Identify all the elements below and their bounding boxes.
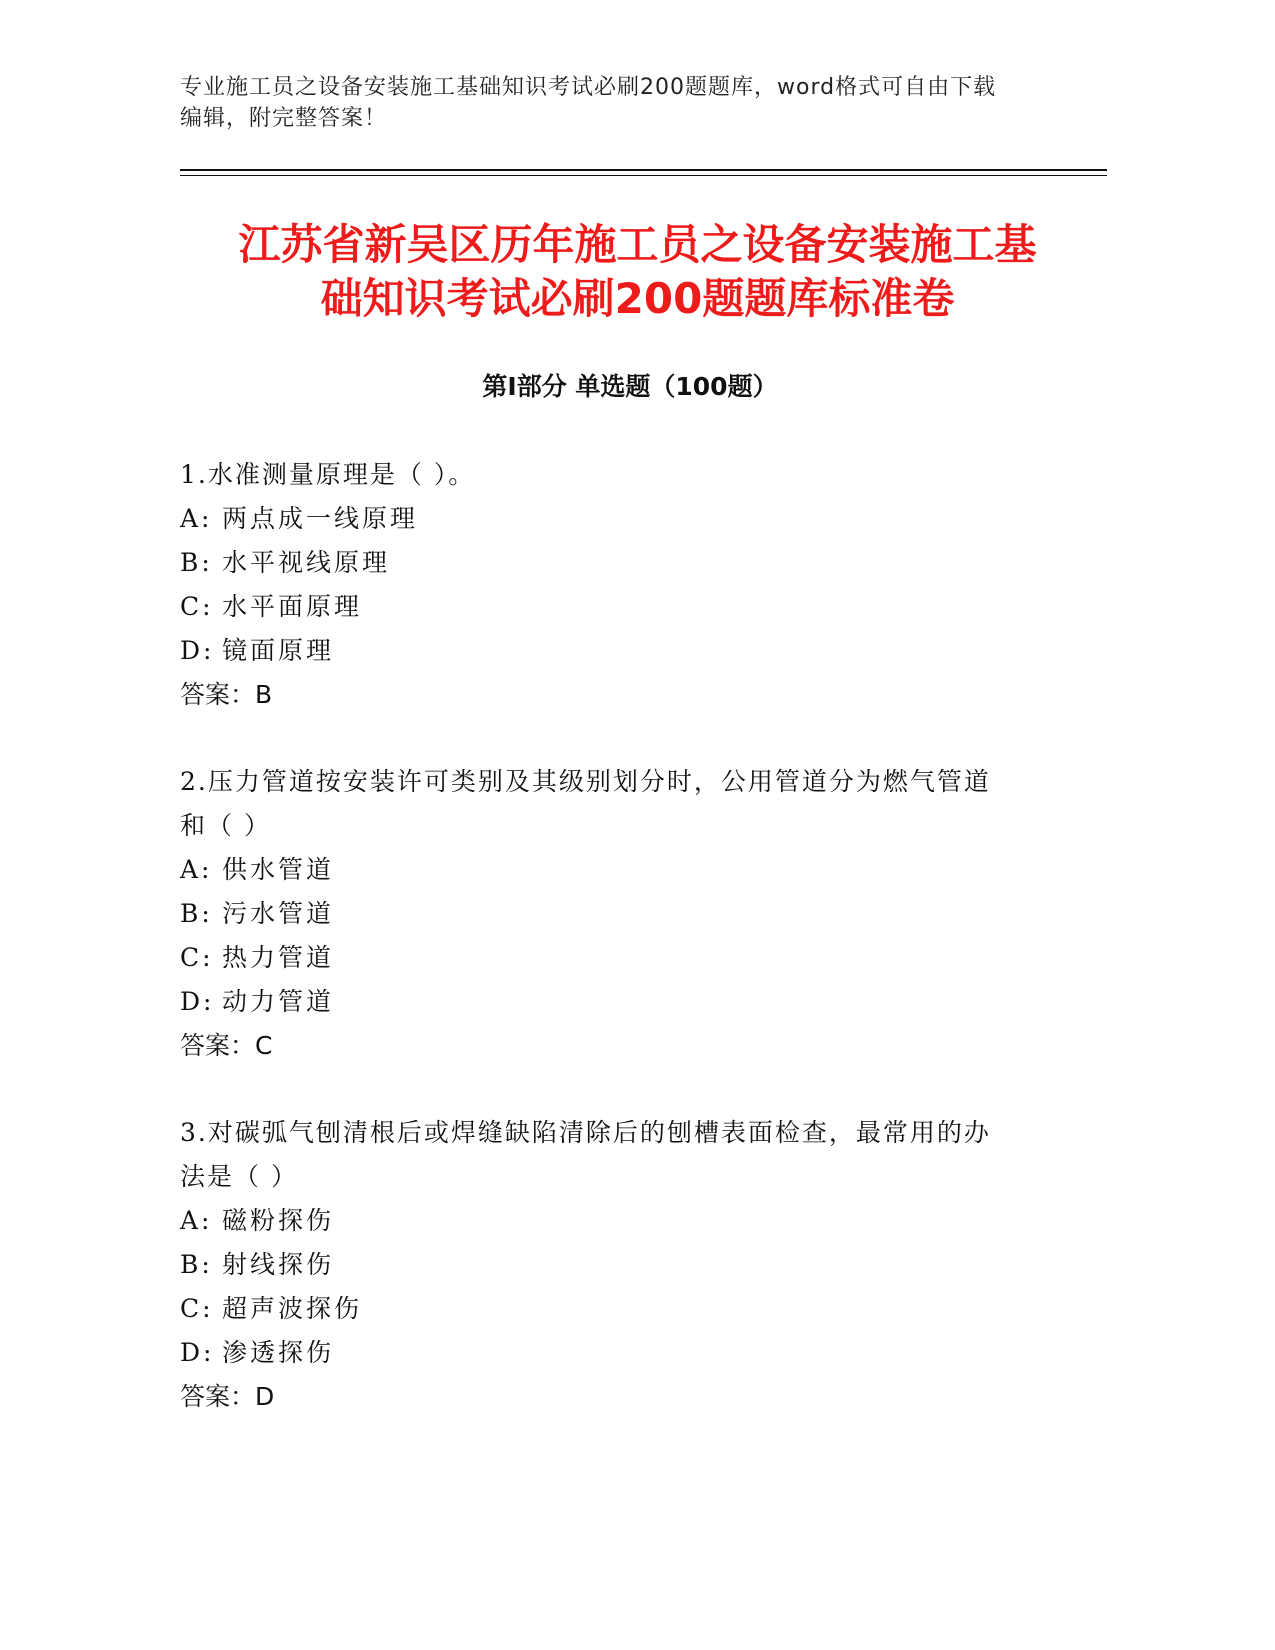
- document-title-line-1: 江苏省新吴区历年施工员之设备安装施工基: [238, 220, 1037, 269]
- option-key: A:: [180, 1206, 213, 1235]
- option-key: B:: [180, 1250, 213, 1279]
- option-b: [180, 892, 1030, 936]
- option-text: 渗透探伤: [222, 1338, 335, 1367]
- document-title: [160, 218, 1115, 326]
- question-stem: 3.对碳弧气刨清根后或焊缝缺陷清除后的刨槽表面检查，最常用的办: [180, 1118, 991, 1147]
- answer-label: 答案：C: [180, 1031, 273, 1060]
- header-note: [180, 72, 1040, 134]
- option-key: A:: [180, 504, 213, 533]
- option-b: [180, 541, 1030, 585]
- option-b: [180, 1243, 1030, 1287]
- document-title-line-2: 础知识考试必刷200题题库标准卷: [320, 274, 955, 323]
- option-key: C:: [180, 592, 214, 621]
- option-text: 两点成一线原理: [222, 504, 419, 533]
- option-c: [180, 936, 1030, 980]
- option-key: C:: [180, 1294, 214, 1323]
- option-d: [180, 629, 1030, 673]
- question-stem-continued: 和（ ）: [180, 811, 271, 840]
- option-key: B:: [180, 899, 213, 928]
- option-key: D:: [180, 987, 215, 1016]
- option-d: [180, 980, 1030, 1024]
- option-a: [180, 1199, 1030, 1243]
- option-a: [180, 848, 1030, 892]
- question-2: [180, 760, 1030, 1068]
- option-c: [180, 1287, 1030, 1331]
- option-text: 磁粉探伤: [222, 1206, 335, 1235]
- option-text: 射线探伤: [222, 1250, 335, 1279]
- option-text: 水平面原理: [222, 592, 363, 621]
- header-divider-thin: [180, 175, 1107, 176]
- option-key: D:: [180, 1338, 215, 1367]
- question-stem: 2.压力管道按安装许可类别及其级别划分时，公用管道分为燃气管道: [180, 767, 991, 796]
- option-a: [180, 497, 1030, 541]
- section-title: 第Ⅰ部分 单选题（100题）: [482, 372, 778, 401]
- option-text: 动力管道: [222, 987, 335, 1016]
- question-3: [180, 1111, 1030, 1419]
- option-key: D:: [180, 636, 215, 665]
- question-1: [180, 453, 1030, 717]
- option-text: 水平视线原理: [222, 548, 391, 577]
- question-list: [180, 453, 1030, 1462]
- option-text: 镜面原理: [222, 636, 335, 665]
- header-note-line-1: 专业施工员之设备安装施工基础知识考试必刷200题题库，word格式可自由下载: [180, 75, 997, 100]
- option-text: 供水管道: [222, 855, 335, 884]
- question-stem: 1.水准测量原理是（ ）。: [180, 460, 476, 489]
- option-d: [180, 1331, 1030, 1375]
- header-note-line-2: 编辑，附完整答案！: [180, 106, 388, 131]
- option-text: 污水管道: [222, 899, 335, 928]
- option-key: C:: [180, 943, 214, 972]
- option-key: B:: [180, 548, 213, 577]
- option-key: A:: [180, 855, 213, 884]
- option-text: 超声波探伤: [222, 1294, 363, 1323]
- answer-label: 答案：D: [180, 1382, 275, 1411]
- option-c: [180, 585, 1030, 629]
- option-text: 热力管道: [222, 943, 335, 972]
- answer-label: 答案：B: [180, 680, 273, 709]
- question-stem-continued: 法是（ ）: [180, 1162, 298, 1191]
- header-divider-thick: [180, 169, 1107, 171]
